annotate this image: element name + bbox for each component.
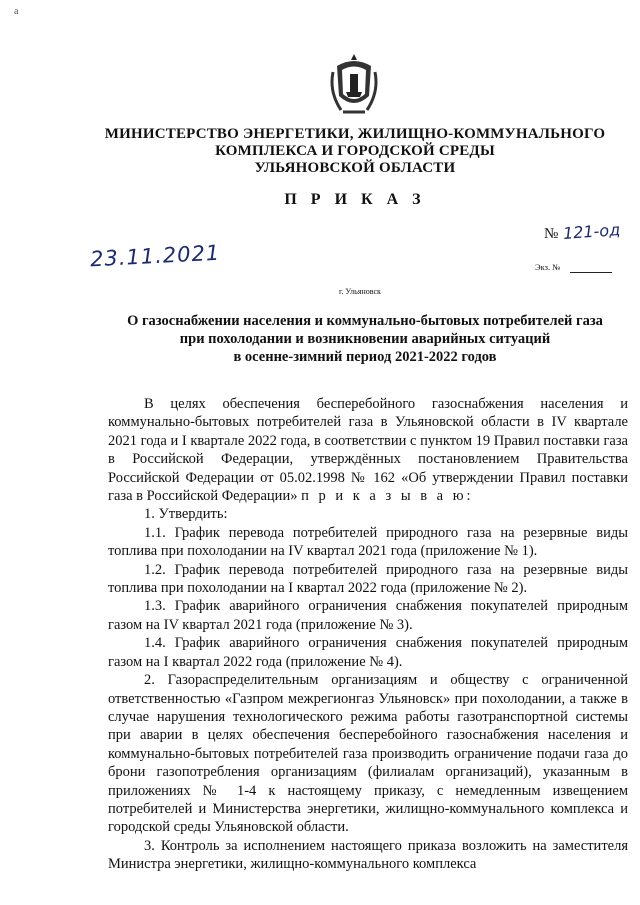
paragraph-1-1: 1.1. График перевода потребителей природного газа на резервные виды топлива при похолодании на IV квартал 2021 года (приложение № 1). (108, 524, 628, 560)
ministry-line-2: КОМПЛЕКСА И ГОРОДСКОЙ СРЕДЫ (215, 143, 495, 159)
paragraph-1-4: 1.4. График аварийного ограничения снабжения покупателей природным газом на I квартал 2022 года (приложение № 4). (108, 635, 628, 670)
intro-paragraph (108, 395, 628, 505)
intro-text: В целях обеспечения бесперебойного газоснабжения населения и коммунально-бытовых потребителей газа в Ульяновской области в IV квартале 2021 года и I квартале 2022 года, в соответствии с пунктом 19 Правил поставки газа в Российской Федерации, утверждённых постановлением Правительства Российской Федерации от 05.02.1998 № 162 «Об утверждении Правил поставки газа в Российской Федерации» (108, 396, 628, 505)
city: г. Ульяновск (339, 287, 381, 296)
order-title: П Р И К А З (284, 191, 426, 208)
subject-line-3: в осенне-зимний период 2021-2022 годов (233, 349, 497, 365)
subject-line-2: при похолодании и возникновении аварийных ситуаций (179, 331, 551, 347)
subject-line-1: О газоснабжении населения и коммунально-бытовых потребителей газа (127, 313, 603, 329)
coat-of-arms-emblem (329, 52, 379, 118)
copy-number-label: Экз. № (535, 262, 561, 272)
order-subject (60, 312, 640, 366)
ministry-line-1: МИНИСТЕРСТВО ЭНЕРГЕТИКИ, ЖИЛИЩНО-КОММУНАЛЬНОГО (104, 126, 606, 142)
paragraph-1-3: 1.3. График аварийного ограничения снабжения покупателей природным газом на IV квартал 2021 года (приложение № 3). (108, 598, 628, 633)
paragraph-2: 2. Газораспределительным организациям и обществу с ограниченной ответственностью «Газпром межрегионгаз Ульяновск» при похолодании, а также в случае нарушения технологического режима работы газотранспортной системы при аварии в целях обеспечения бесперебойного газоснабжения населения и коммунально-бытовых потребителей газа производить ограничение подачи газа до брони газопотребления организациям (филиалам организаций), указанным в приложениях № 1-4 к настоящему приказу, с немедленным извещением потребителей и Министерства энергетики, жилищно-коммунального комплекса и городской среды Ульяновской области. (108, 672, 628, 836)
paragraph-1: 1. Утвердить: (144, 506, 228, 523)
number-label: № (544, 226, 559, 242)
order-word: п р и к а з ы в а ю: (301, 488, 474, 505)
order-body (108, 395, 628, 874)
copy-number-line (570, 272, 612, 273)
page-mark: a (14, 6, 19, 17)
ministry-line-3: УЛЬЯНОВСКОЙ ОБЛАСТИ (254, 160, 456, 176)
ministry-header (60, 126, 640, 177)
paragraph-3: 3. Контроль за исполнением настоящего приказа возложить на заместителя Министра энергетики, жилищно-коммунального комплекса (108, 837, 628, 873)
paragraph-1-2: 1.2. График перевода потребителей природного газа на резервные виды топлива при похолодании на I квартал 2022 года (приложение № 2). (108, 561, 628, 597)
handwritten-number: 121-од (562, 220, 621, 243)
handwritten-date: 23.11.2021 (89, 240, 221, 272)
